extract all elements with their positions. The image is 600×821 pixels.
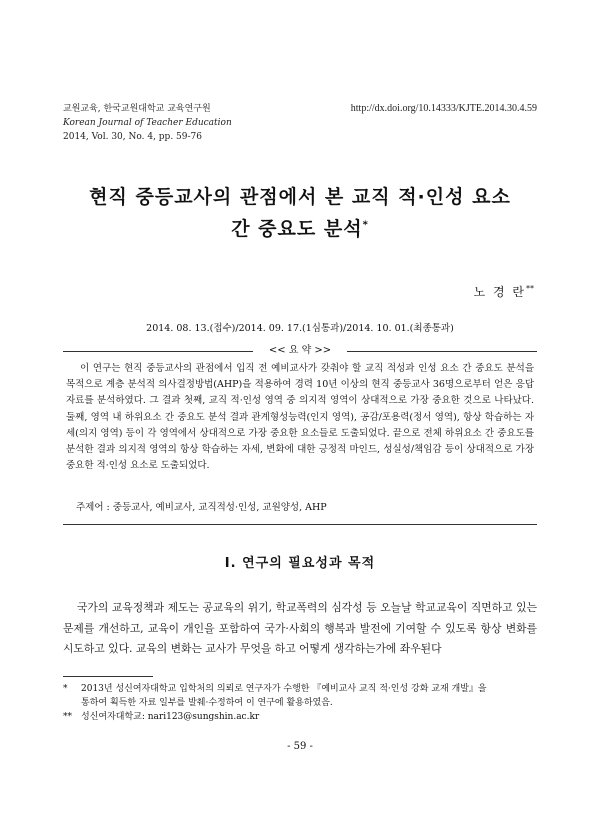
page-number: - 59 - xyxy=(287,741,313,752)
footnote-2-mark: ** xyxy=(63,712,72,722)
journal-header xyxy=(63,102,232,144)
footnote-1-line-2: 통하여 획득한 자료 일부를 발췌·수정하여 이 연구에 활용하였음. xyxy=(81,698,333,708)
divider-right xyxy=(347,351,537,352)
volume-info: 2014, Vol. 30, No. 4, pp. 59-76 xyxy=(63,132,202,142)
body-paragraph: 국가의 교육정책과 제도는 공교육의 위기, 학교폭력의 심각성 등 오늘날 학교교육이 직면하고 있는 문제를 개선하고, 교육이 개인을 포함하여 국가·사회의 행복과 발전에 기여할 수 있도록 항상 변화를 시도하고 있다. 교육의 변화는 교사가 무엇을 하고 어떻게 생각하는가에 좌우된다 xyxy=(63,601,537,655)
keywords-divider xyxy=(63,524,537,525)
footnote-1-mark: * xyxy=(63,684,68,694)
abstract-label: << 요 약 >> xyxy=(268,345,332,356)
footnote-1-line-1: 2013년 성신여자대학교 입학처의 의뢰로 연구자가 수행한 『예비교사 교직 적·인성 강화 교재 개발』을 xyxy=(81,684,487,694)
keywords: 주제어 : 중등교사, 예비교사, 교직적성·인성, 교원양성, AHP xyxy=(76,502,327,513)
author xyxy=(474,283,534,300)
paper-title xyxy=(40,181,560,245)
submission-dates: 2014. 08. 13.(접수)/2014. 09. 17.(1심통과)/2014. 10. 01.(최종통과) xyxy=(146,323,454,334)
author-name: 노 경 란 xyxy=(473,285,526,299)
footnote-1 xyxy=(63,682,537,710)
abstract-heading xyxy=(63,344,537,358)
title-line-2: 간 중요도 분석 xyxy=(231,218,363,240)
author-footnote-mark: ** xyxy=(526,284,534,293)
doi-link[interactable]: http://dx.doi.org/10.14333/KJTE.2014.30.4.59 xyxy=(350,103,537,114)
footnote-2 xyxy=(63,710,537,724)
footnote-2-line-1: 성신여자대학교: nari123@sungshin.ac.kr xyxy=(81,712,260,722)
section-heading: Ⅰ. 연구의 필요성과 목적 xyxy=(224,556,376,571)
publisher: 교원교육, 한국교원대학교 교육연구원 xyxy=(63,104,211,114)
journal-name: Korean Journal of Teacher Education xyxy=(63,118,232,128)
title-footnote-mark: * xyxy=(362,219,369,231)
abstract-text: 이 연구는 현직 중등교사의 관점에서 입직 전 예비교사가 갖춰야 할 교직 적성과 인성 요소 간 중요도 분석을 목적으로 계층 분석적 의사결정방법(AHP)을 적용하여 경력 10년 이상의 현직 중등교사 36명으로부터 얻은 응답 자료를 분석하였다. 그 결과 첫째, 교직 적·인성 영역 중 의지적 영역이 상대적으로 가장 중요한 것으로 나타났다. 둘째, 영역 내 하위요소 간 중요도 분석 결과 관계형성능력(인지 영역), 공감/포용력(정서 영역), 항상 학습하는 자세(의지 영역) 등이 각 영역에서 상대적으로 가장 중요한 요소들로 도출되었다. 끝으로 전체 하위요소 간 중요도를 분석한 결과 의지적 영역의 항상 학습하는 자세, 변화에 대한 긍정적 마인드, 성실성/책임감 등이 상대적으로 가장 중요한 적·인성 요소로 도출되었다. xyxy=(66,363,534,472)
title-line-1: 현직 중등교사의 관점에서 본 교직 적·인성 요소 xyxy=(89,186,511,208)
footnote-divider xyxy=(63,676,153,677)
